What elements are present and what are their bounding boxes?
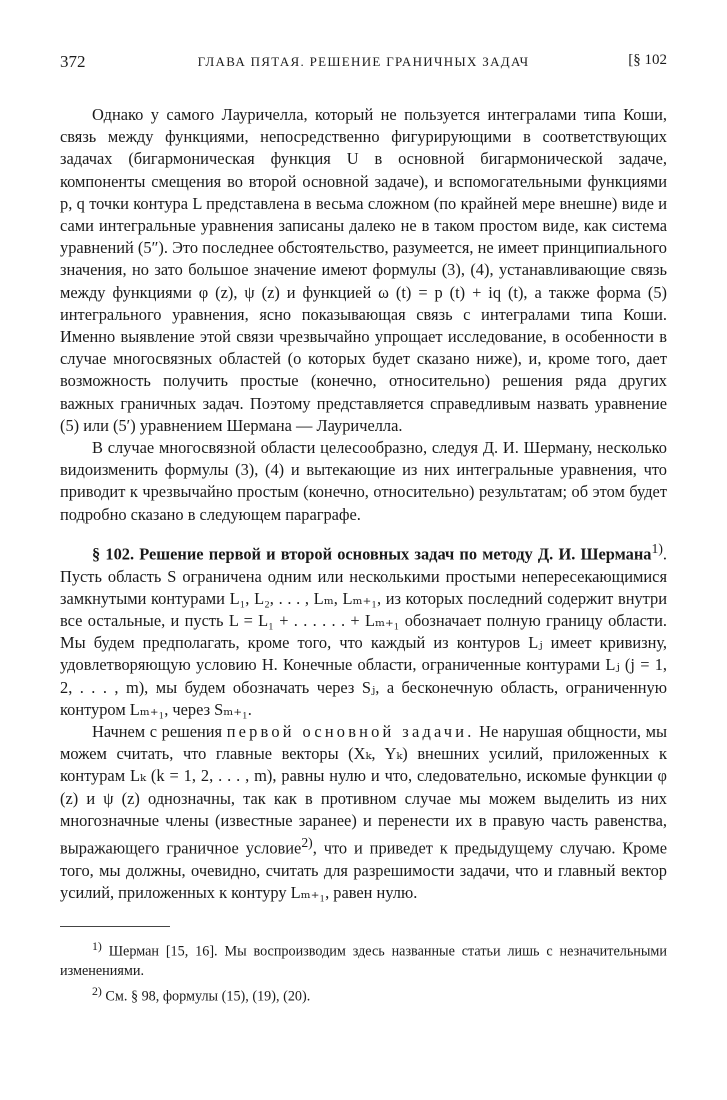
footnote-1-mark: 1) [92, 939, 102, 954]
page-number: 372 [60, 52, 86, 71]
footnote-2-mark: 2) [92, 983, 102, 998]
section-title: § 102. Решение первой и второй основных задач по методу Д. И. Шермана [92, 544, 652, 564]
paragraph-4-text: Не нарушая общности, мы можем считать, что главные векторы (Xₖ, Yₖ) внешних усилий, приложенных к контурам Lₖ (k = 1, 2, . . . , m), равны нулю и что, следовательно, искомые функции φ (z) и ψ (z) однозначны, так как в противном случае мы можем выделить из них многозначные члены (известные заранее) и перенести их в правую часть равенства, выражающего граничное условие [60, 721, 667, 858]
footnote-ref-1: 1) [651, 540, 663, 556]
main-text [60, 104, 667, 904]
paragraph-1: Однако у самого Лауричелла, который не пользуется интегралами типа Коши, связь между функциями, непосредственно фигурирующими в соответствующих задачах (бигармоническая функция U в основной бигармонической задаче, компоненты смещения во второй основной задаче), и вспомогательными функциями p, q точки контура L представлена в весьма сложном (по крайней мере внешне) виде и сами интегральные уравнения записаны далеко не в таком простом виде, как система уравнений (5″). Это последнее обстоятельство, разумеется, не имеет принципиального значения, но зато большое значение имеют формулы (3), (4), устанавливающие связь между функциями φ (z), ψ (z) и функцией ω (t) = p (t) + iq (t), а также форма (5) интегрального уравнения, ясно показывающая связь с интегралами типа Коши. Именно выявление этой связи чрезвычайно упрощает исследование, в особенности в случае многосвязных областей (о которых будет сказано ниже), и, кроме того, дает возможность получить простые (конечно, относительно) решения ряда других важных граничных задач. Поэтому представляется справедливым назвать уравнение (5) или (5′) уравнением Шермана — Лауричелла. [60, 105, 667, 435]
paragraph-4-end: , что и приведет к предыдущему случаю. Кроме того, мы должны, очевидно, считать для разрешимости задачи, что и главный вектор усилий, приложенных к контуру Lₘ₊₁, равен нулю. [60, 838, 667, 902]
footnotes [60, 937, 667, 1007]
running-header [60, 52, 667, 78]
paragraph-4-lead: Начнем с решения [92, 721, 223, 741]
footnote-2-text: См. § 98, формулы (15), (19), (20). [105, 988, 311, 1005]
paragraph-4 [60, 721, 667, 904]
section-marker: [§ 102 [628, 52, 667, 68]
footnote-2 [60, 982, 667, 1007]
section-paragraph-text: . Пусть область S ограничена одним или несколькими простыми непересекающимися замкнутыми контурами L₁, L₂, . . . , Lₘ, Lₘ₊₁, из которых последний содержит внутри все остальные, и пусть L = L₁ + . . . . . . + Lₘ₊₁ обозначает полную границу области. Мы будем предполагать, кроме того, что каждый из контуров Lⱼ имеет кривизну, удовлетворяющую условию H. Конечные области, ограниченные контурами Lⱼ (j = 1, 2, . . . , m), мы будем обозначать через Sⱼ, а бесконечную область, ограниченную контуром Lₘ₊₁, через Sₘ₊₁. [60, 544, 667, 719]
emphasized-phrase: первой основной задачи. [226, 721, 475, 741]
chapter-title: ГЛАВА ПЯТАЯ. РЕШЕНИЕ ГРАНИЧНЫХ ЗАДАЧ [197, 54, 530, 69]
footnote-divider [60, 926, 170, 927]
footnote-ref-2: 2) [301, 834, 313, 850]
footnote-1-text: Шерман [15, 16]. Мы воспроизводим здесь названные статьи лишь с незначительными изменениями. [60, 943, 667, 980]
section-paragraph [60, 538, 667, 721]
footnote-1 [60, 937, 667, 982]
book-page [60, 52, 667, 1007]
paragraph-2: В случае многосвязной области целесообразно, следуя Д. И. Шерману, несколько видоизменить формулы (3), (4) и вытекающие из них интегральные уравнения, что приводит к чрезвычайно простым (конечно, относительно) результатам; об этом будет подробно сказано в следующем параграфе. [60, 438, 667, 524]
